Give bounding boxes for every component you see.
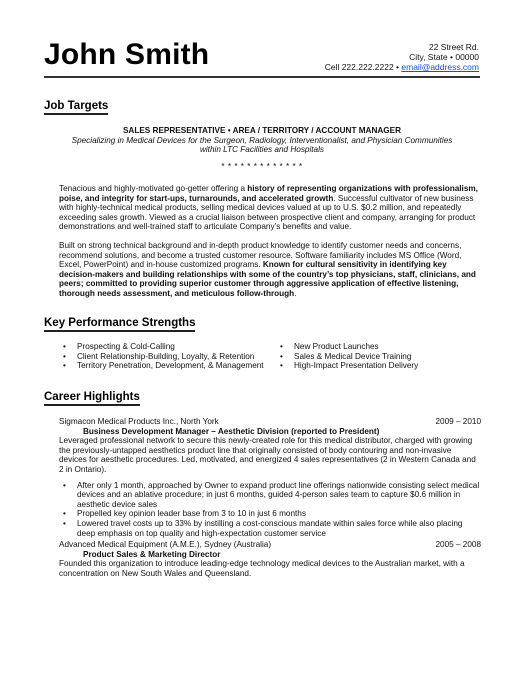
header-divider xyxy=(44,76,480,78)
summary-text: . Successful cultivator of new business with highly-technical medical products, selling medical devices valued at up to U.S. $0.2 million, and repeatedly exceeding sales growth. Viewed as a crucial liaison between prospective client and company, arranging for product demonstrations and well-trained staff to articulate Company’s benefits and value. xyxy=(59,193,476,232)
section-heading-career: Career Highlights xyxy=(44,391,140,406)
list-item: • Sales & Medical Device Training xyxy=(276,352,476,362)
job-entry-1 xyxy=(59,417,481,538)
contact-block xyxy=(325,42,479,72)
list-item: • High-Impact Presentation Delivery xyxy=(276,361,476,371)
list-item: • Lowered travel costs up to 33% by instilling a cost-conscious mandate within sales force while also placing deep emphasis on top quality and high-expectation customer service xyxy=(59,519,481,538)
summary-text: Tenacious and highly-motivated go-getter offering a xyxy=(59,184,248,193)
list-item: • After only 1 month, approached by Owner to expand product line offerings nationwide consisting select medical devices and an ablative procedure; in just 6 months, guided 4-person sales team to capture $0.6 million in aesthetic device sales xyxy=(59,481,481,510)
list-item: • Territory Penetration, Development, & Management xyxy=(59,361,279,371)
summary-paragraph-1 xyxy=(59,184,481,232)
job-description: Leveraged professional network to secure this newly-created role for this medical distributor, charged with growing the previously-untapped aesthetics product line that originally consisted of body contouring and non-invasive devices for aesthetic procedures. Led, motivated, and energized 4 sales representatives (2 in Western Canada and 2 in Ontario). xyxy=(59,436,476,474)
specialization-line-2: within LTC Facilities and Hospitals xyxy=(199,145,325,155)
list-item: • Propelled key opinion leader base from 3 to 10 in just 6 months xyxy=(59,509,481,519)
company-name: Advanced Medical Equipment (A.M.E.), Sydney (Australia) xyxy=(59,540,272,549)
summary-text: Built on strong technical background and in-depth product knowledge to identify customer needs and concerns, recommend solutions, and become a trusted customer resource. Software familiarity includes MS Office (Word, Excel, PowerPoint) and in-house customized programs. xyxy=(59,241,462,270)
address-line: 22 Street Rd. xyxy=(428,42,479,52)
email-link[interactable]: email@address.com xyxy=(401,62,479,72)
job-title: Product Sales & Marketing Director xyxy=(83,549,221,559)
list-item: • Prospecting & Cold-Calling xyxy=(59,342,279,352)
phone-email-line xyxy=(325,62,479,72)
phone-text: Cell 222.222.2222 • xyxy=(324,62,402,72)
job-targets-header xyxy=(44,126,480,171)
strengths-list-right xyxy=(276,342,476,371)
job-entry-2 xyxy=(59,540,481,578)
job-dates: 2009 – 2010 xyxy=(435,417,481,426)
specialization-line-1: Specializing in Medical Devices for the Surgeon, Radiology, Interventionalist, and Physician Communities xyxy=(71,135,453,145)
job-achievements xyxy=(59,481,481,539)
asterisk-divider: * * * * * * * * * * * * * xyxy=(221,161,303,171)
section-heading-job-targets: Job Targets xyxy=(44,100,108,115)
job-title: Business Development Manager – Aesthetic Division (reported to President) xyxy=(83,426,380,436)
summary-highlight: history of representing organizations with professionalism, poise, and integrity for start-ups, turnarounds, and accelerated growth xyxy=(59,184,478,203)
strengths-list-left xyxy=(59,342,279,371)
company-name: Sigmacon Medical Products Inc., North York xyxy=(59,417,219,426)
summary-paragraph-2 xyxy=(59,241,481,299)
summary-text: . xyxy=(294,288,297,298)
city-state-line: City, State • 00000 xyxy=(409,52,479,62)
resume-name: John Smith xyxy=(44,38,210,71)
job-description: Founded this organization to introduce leading-edge technology medical devices to the Australian market, with a concentration on New South Wales and Queensland. xyxy=(59,559,465,578)
job-dates: 2005 – 2008 xyxy=(435,540,481,549)
summary-highlight: Known for cultural sensitivity in identifying key decision-makers and building relationships with some of the country’s top physicians, staff, clinicians, and peers; committed to providing superior customer through aggressive application of effective listening, thorough needs assessment, and meticulous follow-through xyxy=(59,260,476,298)
list-item: • Client Relationship-Building, Loyalty, & Retention xyxy=(59,352,279,362)
list-item: • New Product Launches xyxy=(276,342,476,352)
target-title: SALES REPRESENTATIVE • AREA / TERRITORY / ACCOUNT MANAGER xyxy=(122,126,402,135)
section-heading-strengths: Key Performance Strengths xyxy=(44,317,195,332)
